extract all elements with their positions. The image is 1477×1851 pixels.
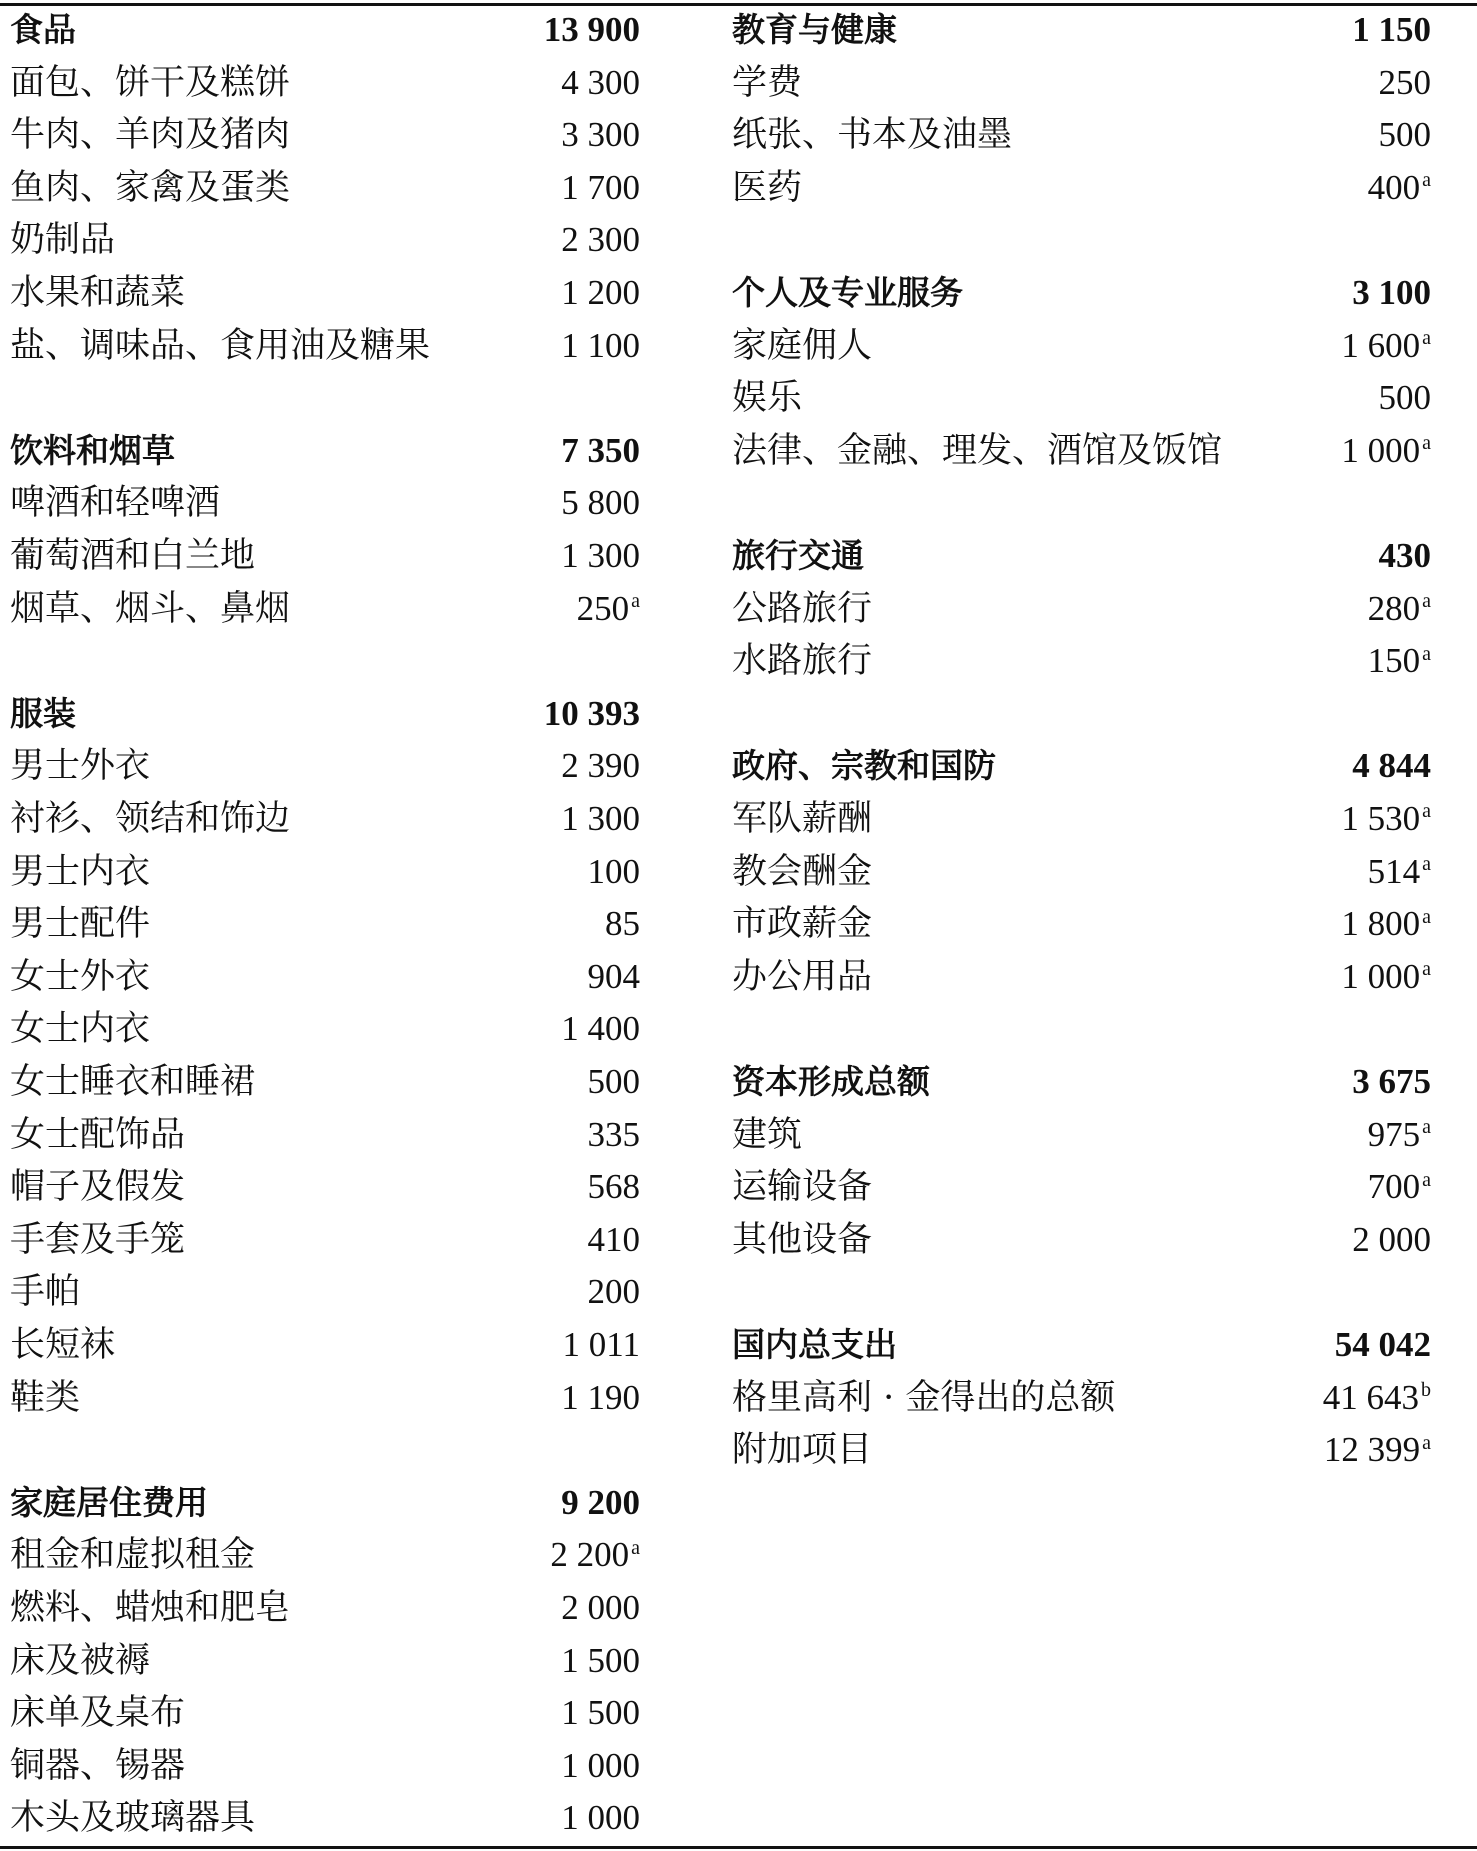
amount: 1 150 [1352, 10, 1431, 49]
amount: 500 [587, 1062, 640, 1101]
item-label: 女士配饰品 [10, 1114, 186, 1155]
table-row [10, 1687, 650, 1739]
table-row [10, 1109, 650, 1161]
item-value [588, 1161, 641, 1213]
item-label: 帽子及假发 [10, 1167, 186, 1208]
amount: 975 [1367, 1114, 1421, 1154]
amount: 10 393 [543, 693, 640, 733]
table-row [10, 1740, 650, 1792]
table-row [10, 1214, 650, 1266]
section-total [544, 4, 640, 56]
section-title: 资本形成总额 [732, 1062, 930, 1101]
item-label: 男士配件 [10, 904, 151, 945]
amount: 5 800 [561, 483, 640, 523]
amount: 3 300 [561, 115, 640, 155]
item-label: 手帕 [10, 1272, 81, 1313]
section-total [561, 425, 640, 477]
amount: 904 [587, 956, 640, 996]
footnote-marker: a [631, 1536, 640, 1559]
item-value [1341, 425, 1431, 477]
table-row [10, 793, 650, 845]
section-header-row [732, 530, 1432, 582]
item-value [1341, 793, 1431, 845]
table-row [732, 320, 1432, 372]
amount: 250 [1378, 62, 1431, 102]
item-label: 奶制品 [10, 220, 116, 261]
table-row [732, 57, 1432, 109]
item-label: 手套及手笼 [10, 1219, 186, 1260]
item-value [561, 1582, 640, 1634]
footnote-marker: a [1422, 852, 1431, 875]
item-value [563, 1319, 640, 1371]
table-row [10, 1319, 650, 1371]
item-value [561, 740, 640, 792]
table-row [10, 162, 650, 214]
item-value [561, 793, 640, 845]
table-row [10, 1056, 650, 1108]
footnote-marker: a [631, 589, 640, 612]
item-value [1341, 898, 1431, 950]
table-row [732, 846, 1432, 898]
table-row [10, 951, 650, 1003]
table-row [10, 846, 650, 898]
item-value [588, 846, 641, 898]
table-row [732, 1109, 1432, 1161]
item-value [605, 898, 640, 950]
table-row [10, 320, 650, 372]
section-title: 饮料和烟草 [10, 430, 175, 470]
amount: 1 190 [561, 1377, 640, 1417]
footnote-marker: a [1422, 1431, 1431, 1454]
amount: 12 399 [1323, 1430, 1421, 1470]
section-header-row [732, 1056, 1432, 1108]
table-row [732, 1214, 1432, 1266]
item-value [1379, 109, 1432, 161]
table-row [10, 1266, 650, 1318]
item-value [561, 1740, 640, 1792]
amount: 1 011 [562, 1325, 640, 1364]
table-row [10, 214, 650, 266]
item-label: 床单及桌布 [10, 1693, 186, 1734]
item-label: 学费 [732, 62, 803, 103]
table-row [732, 583, 1432, 635]
item-label: 燃料、蜡烛和肥皂 [10, 1588, 291, 1628]
table-row [10, 1635, 650, 1687]
item-value [1368, 1161, 1431, 1213]
section-title: 国内总支出 [732, 1325, 897, 1364]
item-value [561, 162, 640, 214]
item-label: 鞋类 [10, 1377, 81, 1418]
table-row [10, 583, 650, 635]
section-header-row [10, 1477, 650, 1529]
amount: 500 [1378, 115, 1431, 155]
item-label: 建筑 [732, 1114, 803, 1155]
amount: 1 000 [561, 1798, 640, 1838]
item-label: 铜器、锡器 [10, 1745, 186, 1786]
section-total [1352, 740, 1431, 792]
amount: 430 [1378, 536, 1431, 575]
table-row [10, 57, 650, 109]
amount: 85 [605, 904, 640, 944]
item-value [561, 477, 640, 529]
table-row [732, 1372, 1432, 1424]
item-label: 床及被褥 [10, 1640, 151, 1681]
item-label: 纸张、书本及油墨 [732, 115, 1013, 156]
item-value [588, 951, 641, 1003]
item-value [561, 1003, 640, 1055]
amount: 2 000 [1352, 1219, 1431, 1259]
item-value [561, 267, 640, 319]
item-value [561, 320, 640, 372]
footnote-marker: a [1422, 905, 1431, 928]
amount: 335 [587, 1114, 640, 1154]
section-header-row [732, 267, 1432, 319]
item-label: 烟草、烟斗、鼻烟 [10, 588, 291, 629]
amount: 1 100 [561, 325, 640, 365]
item-label: 长短袜 [10, 1325, 116, 1365]
item-value [588, 1214, 641, 1266]
footnote-marker: a [1422, 1168, 1431, 1191]
section-title: 食品 [10, 10, 76, 49]
item-label: 其他设备 [732, 1219, 873, 1260]
item-value [1341, 320, 1431, 372]
section-title: 服装 [10, 693, 76, 733]
section-header-row [732, 740, 1432, 792]
item-label: 鱼肉、家禽及蛋类 [10, 167, 291, 208]
item-value [588, 1109, 641, 1161]
section-title: 旅行交通 [732, 536, 864, 575]
amount: 1 400 [561, 1009, 640, 1049]
amount: 200 [587, 1272, 640, 1312]
item-label: 租金和虚拟租金 [10, 1535, 256, 1576]
item-value [561, 530, 640, 582]
item-value [561, 1372, 640, 1424]
amount: 1 000 [1341, 430, 1421, 470]
section-title: 家庭居住费用 [10, 1482, 208, 1522]
footnote-marker: a [1422, 432, 1431, 455]
amount: 3 675 [1352, 1062, 1431, 1101]
item-label: 男士外衣 [10, 746, 151, 787]
amount: 1 200 [561, 273, 640, 312]
amount: 2 200 [550, 1535, 630, 1575]
table-row [10, 898, 650, 950]
amount: 1 300 [561, 799, 640, 838]
item-value [1379, 372, 1432, 424]
amount: 4 300 [561, 62, 640, 102]
section-total [1335, 1319, 1431, 1371]
table-row [10, 740, 650, 792]
item-value [550, 1529, 640, 1581]
footnote-marker: a [1422, 169, 1431, 192]
item-label: 衬衫、领结和饰边 [10, 799, 291, 839]
table-row [732, 898, 1432, 950]
section-total [544, 688, 640, 740]
amount: 13 900 [543, 10, 640, 49]
table-row [10, 1529, 650, 1581]
table-row [10, 267, 650, 319]
item-label: 附加项目 [732, 1430, 873, 1471]
amount: 1 300 [561, 536, 640, 575]
section-header-row [10, 688, 650, 740]
table-row [732, 1161, 1432, 1213]
item-value [1368, 583, 1431, 635]
amount: 280 [1367, 588, 1421, 628]
table-row [732, 793, 1432, 845]
item-label: 格里高利 · 金得出的总额 [732, 1377, 1116, 1418]
footnote-marker: a [1422, 589, 1431, 612]
footnote-marker: a [1422, 642, 1431, 665]
amount: 2 300 [561, 220, 640, 260]
amount: 250 [576, 588, 630, 628]
item-label: 军队薪酬 [732, 799, 873, 839]
table-row [10, 1792, 650, 1844]
item-value [1368, 846, 1431, 898]
section-header-row [10, 4, 650, 56]
item-label: 水路旅行 [732, 641, 873, 682]
section-header-row [10, 425, 650, 477]
item-label: 教会酬金 [732, 851, 873, 892]
section-title: 政府、宗教和国防 [732, 746, 996, 786]
item-label: 法律、金融、理发、酒馆及饭馆 [732, 430, 1223, 471]
section-title: 教育与健康 [732, 10, 897, 49]
item-label: 女士睡衣和睡裙 [10, 1062, 256, 1102]
table-row [732, 951, 1432, 1003]
table-row [732, 425, 1432, 477]
amount: 3 100 [1352, 273, 1431, 312]
amount: 1 000 [1341, 956, 1421, 996]
amount: 54 042 [1334, 1325, 1431, 1364]
section-total [1352, 267, 1431, 319]
amount: 4 844 [1352, 746, 1431, 786]
item-label: 盐、调味品、食用油及糖果 [10, 325, 431, 366]
footnote-marker: a [1422, 326, 1431, 349]
amount: 7 350 [561, 430, 640, 470]
item-label: 女士内衣 [10, 1009, 151, 1050]
amount: 41 643 [1322, 1377, 1419, 1417]
footnote-marker: a [1422, 1115, 1431, 1138]
amount: 1 600 [1341, 325, 1421, 365]
table-row [10, 1582, 650, 1634]
amount: 400 [1367, 167, 1421, 207]
amount: 1 800 [1341, 904, 1421, 944]
table-row [732, 162, 1432, 214]
amount: 1 000 [561, 1745, 640, 1785]
footnote-marker: b [1421, 1378, 1431, 1401]
section-header-row [732, 4, 1432, 56]
amount: 9 200 [561, 1482, 640, 1522]
section-title: 个人及专业服务 [732, 273, 963, 312]
footnote-marker: a [1422, 958, 1431, 981]
item-value [577, 583, 640, 635]
item-value [1324, 1424, 1431, 1476]
table-row [732, 109, 1432, 161]
amount: 100 [587, 851, 640, 891]
table-row [10, 477, 650, 529]
item-value [1368, 1109, 1431, 1161]
item-label: 葡萄酒和白兰地 [10, 536, 256, 576]
item-label: 水果和蔬菜 [10, 273, 186, 313]
amount: 568 [587, 1167, 640, 1207]
item-label: 家庭佣人 [732, 325, 873, 366]
amount: 514 [1367, 851, 1421, 891]
section-total [1352, 1056, 1431, 1108]
item-value [1379, 57, 1432, 109]
item-label: 啤酒和轻啤酒 [10, 483, 221, 524]
table-row [732, 635, 1432, 687]
item-label: 木头及玻璃器具 [10, 1798, 256, 1839]
table-row [10, 1003, 650, 1055]
item-value [1352, 1214, 1431, 1266]
amount: 500 [1378, 378, 1431, 418]
item-label: 娱乐 [732, 378, 803, 419]
amount: 1 500 [561, 1640, 640, 1680]
section-total [1379, 530, 1432, 582]
section-total [1352, 4, 1431, 56]
amount: 2 000 [561, 1588, 640, 1627]
item-value [588, 1056, 641, 1108]
item-value [561, 109, 640, 161]
item-label: 办公用品 [732, 956, 873, 997]
item-value [561, 1635, 640, 1687]
table-row [732, 372, 1432, 424]
footnote-marker: a [1422, 800, 1431, 823]
section-header-row [732, 1319, 1432, 1371]
amount: 1 530 [1341, 799, 1421, 838]
item-value [1368, 162, 1431, 214]
item-label: 牛肉、羊肉及猪肉 [10, 115, 291, 156]
table-row [10, 1372, 650, 1424]
item-label: 运输设备 [732, 1167, 873, 1208]
table-row [10, 109, 650, 161]
item-label: 市政薪金 [732, 904, 873, 945]
amount: 150 [1367, 641, 1421, 681]
item-value [1341, 951, 1431, 1003]
item-label: 公路旅行 [732, 588, 873, 629]
item-label: 女士外衣 [10, 956, 151, 997]
item-value [1323, 1372, 1431, 1424]
table-row [10, 1161, 650, 1213]
amount: 700 [1367, 1167, 1421, 1207]
item-value [561, 214, 640, 266]
item-label: 医药 [732, 167, 803, 208]
table-row [10, 530, 650, 582]
bottom-rule [0, 1846, 1477, 1849]
amount: 1 700 [561, 167, 640, 207]
item-value [561, 1792, 640, 1844]
item-label: 面包、饼干及糕饼 [10, 62, 291, 103]
item-value [561, 57, 640, 109]
amount: 1 500 [561, 1693, 640, 1733]
table-row [732, 1424, 1432, 1476]
item-value [588, 1266, 641, 1318]
amount: 2 390 [561, 746, 640, 786]
item-value [1368, 635, 1431, 687]
amount: 410 [587, 1219, 640, 1259]
section-total [561, 1477, 640, 1529]
item-value [561, 1687, 640, 1739]
item-label: 男士内衣 [10, 851, 151, 892]
